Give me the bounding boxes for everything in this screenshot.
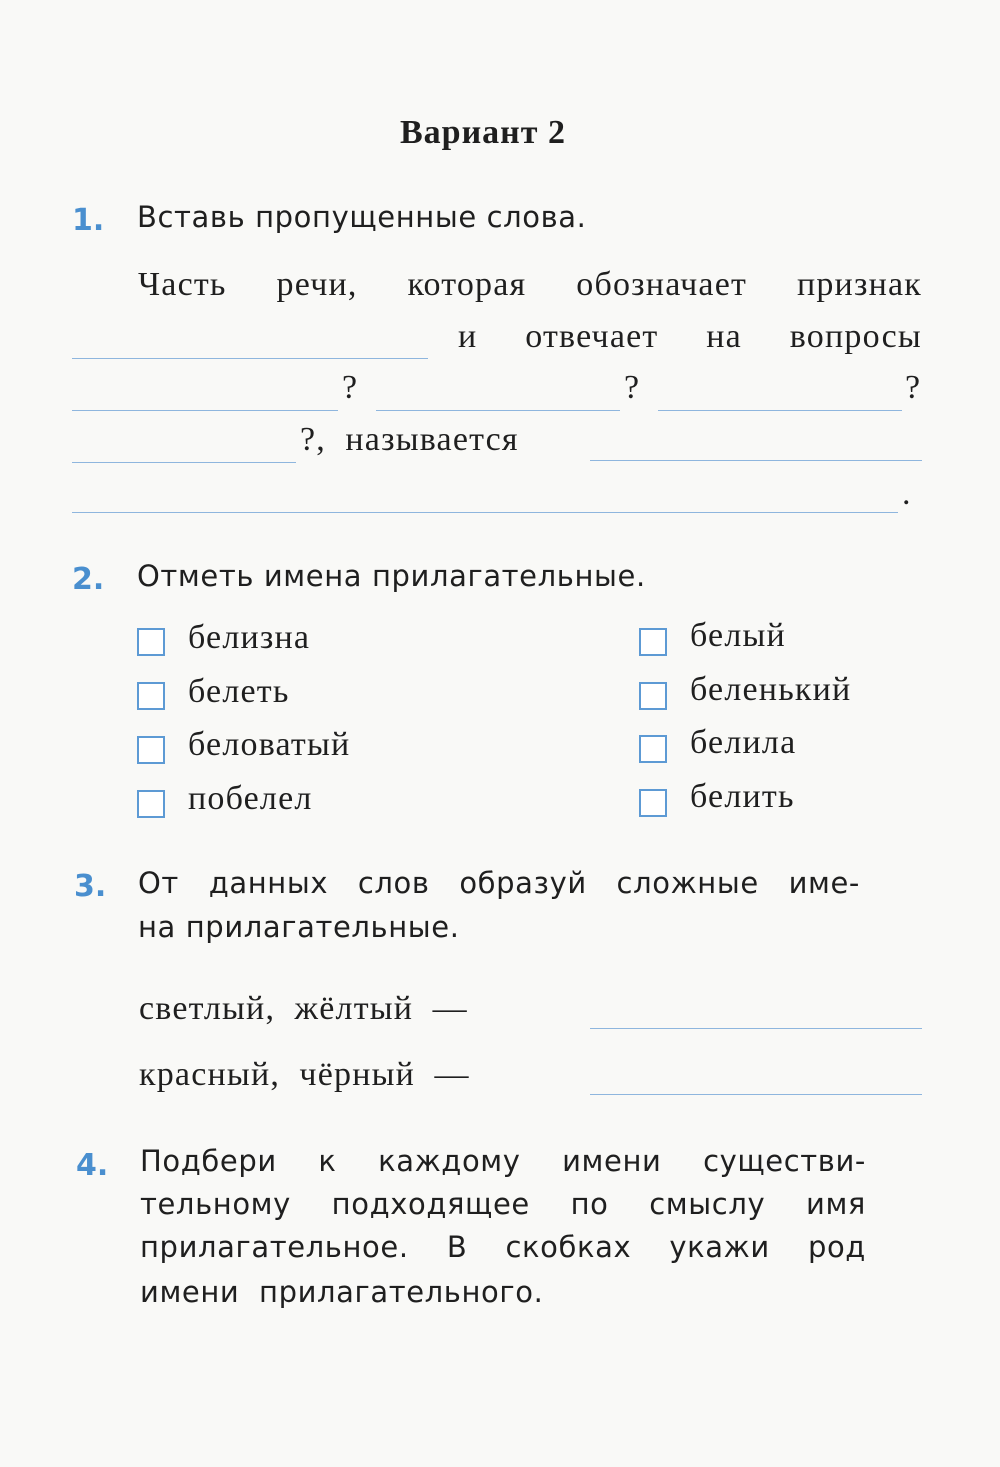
word: имя [806, 1187, 866, 1221]
option-belit: белить [690, 778, 795, 815]
end-period: . [902, 475, 912, 512]
word: на [706, 318, 742, 355]
task-4-number: 4. [76, 1148, 109, 1183]
word: сложные [616, 866, 759, 900]
word: отвечает [525, 318, 659, 355]
word: обозначает [576, 266, 748, 303]
word: вопросы [789, 318, 922, 355]
answer-blank[interactable] [590, 1028, 922, 1029]
word: существи- [703, 1144, 866, 1178]
word: которая [407, 266, 527, 303]
question-mark: ? [342, 369, 359, 406]
task-2-number: 2. [72, 562, 105, 597]
answer-blank[interactable] [590, 460, 922, 461]
checkbox-belizna[interactable] [137, 628, 165, 656]
answer-blank[interactable] [72, 410, 338, 411]
checkbox-belyi[interactable] [639, 628, 667, 656]
word: речи, [276, 266, 358, 303]
option-belenkii: беленький [690, 671, 852, 708]
task-1-instruction: Вставь пропущенные слова. [137, 200, 587, 234]
task-4-instruction-line-4: имени прилагательного. [140, 1275, 544, 1309]
question-mark: ? [624, 369, 641, 406]
word: Подбери [140, 1144, 277, 1178]
answer-blank[interactable] [72, 512, 898, 513]
word: данных [208, 866, 329, 900]
word: по [570, 1187, 609, 1221]
task-1-number: 1. [72, 203, 105, 238]
checkbox-belila[interactable] [639, 735, 667, 763]
question-mark: ? [905, 369, 922, 406]
task-3-instruction-line-1 [138, 866, 860, 900]
word: имени [562, 1144, 662, 1178]
task-1-text-line-2 [458, 318, 922, 356]
option-pobelel: побелел [188, 780, 313, 817]
word: тельному [140, 1187, 291, 1221]
word-pair-2: красный, чёрный — [139, 1056, 470, 1093]
answer-blank[interactable] [376, 410, 620, 411]
word: Часть [138, 266, 227, 303]
task-4-instruction-line-2 [140, 1187, 866, 1221]
checkbox-belenkii[interactable] [639, 682, 667, 710]
word: к [318, 1144, 337, 1178]
option-belovatyi: беловатый [188, 726, 351, 763]
task-2-instruction: Отметь имена прилагательные. [137, 559, 646, 593]
option-belyi: белый [690, 617, 786, 654]
option-belet: белеть [188, 673, 290, 710]
answer-blank[interactable] [72, 462, 296, 463]
word: прилагательное. [140, 1230, 409, 1264]
word: и [458, 318, 478, 355]
word: признак [796, 266, 922, 303]
option-belila: белила [690, 724, 797, 761]
task-4-instruction-line-1 [140, 1144, 866, 1178]
word: род [807, 1230, 866, 1264]
word: каждому [378, 1144, 521, 1178]
task-1-text-line-1 [138, 266, 922, 304]
task-3-number: 3. [74, 869, 107, 904]
checkbox-belit[interactable] [639, 789, 667, 817]
checkbox-belet[interactable] [137, 682, 165, 710]
checkbox-belovatyi[interactable] [137, 736, 165, 764]
task-4-instruction-line-3 [140, 1230, 866, 1264]
word: скобках [505, 1230, 632, 1264]
answer-blank[interactable] [590, 1094, 922, 1095]
word: смыслу [649, 1187, 766, 1221]
word: име- [788, 866, 860, 900]
page-title: Вариант 2 [400, 114, 566, 151]
word: В [446, 1230, 468, 1264]
word: образуй [459, 866, 587, 900]
word: От [138, 866, 179, 900]
checkbox-pobelel[interactable] [137, 790, 165, 818]
answer-blank[interactable] [658, 410, 902, 411]
task-3-instruction-line-2: на прилагательные. [138, 910, 460, 944]
answer-blank[interactable] [72, 358, 428, 359]
option-belizna: белизна [188, 619, 311, 656]
task-1-text-line-4: ?, называется [300, 421, 519, 458]
word: укажи [669, 1230, 770, 1264]
word: слов [357, 866, 430, 900]
word-pair-1: светлый, жёлтый — [139, 990, 468, 1027]
word: подходящее [331, 1187, 530, 1221]
